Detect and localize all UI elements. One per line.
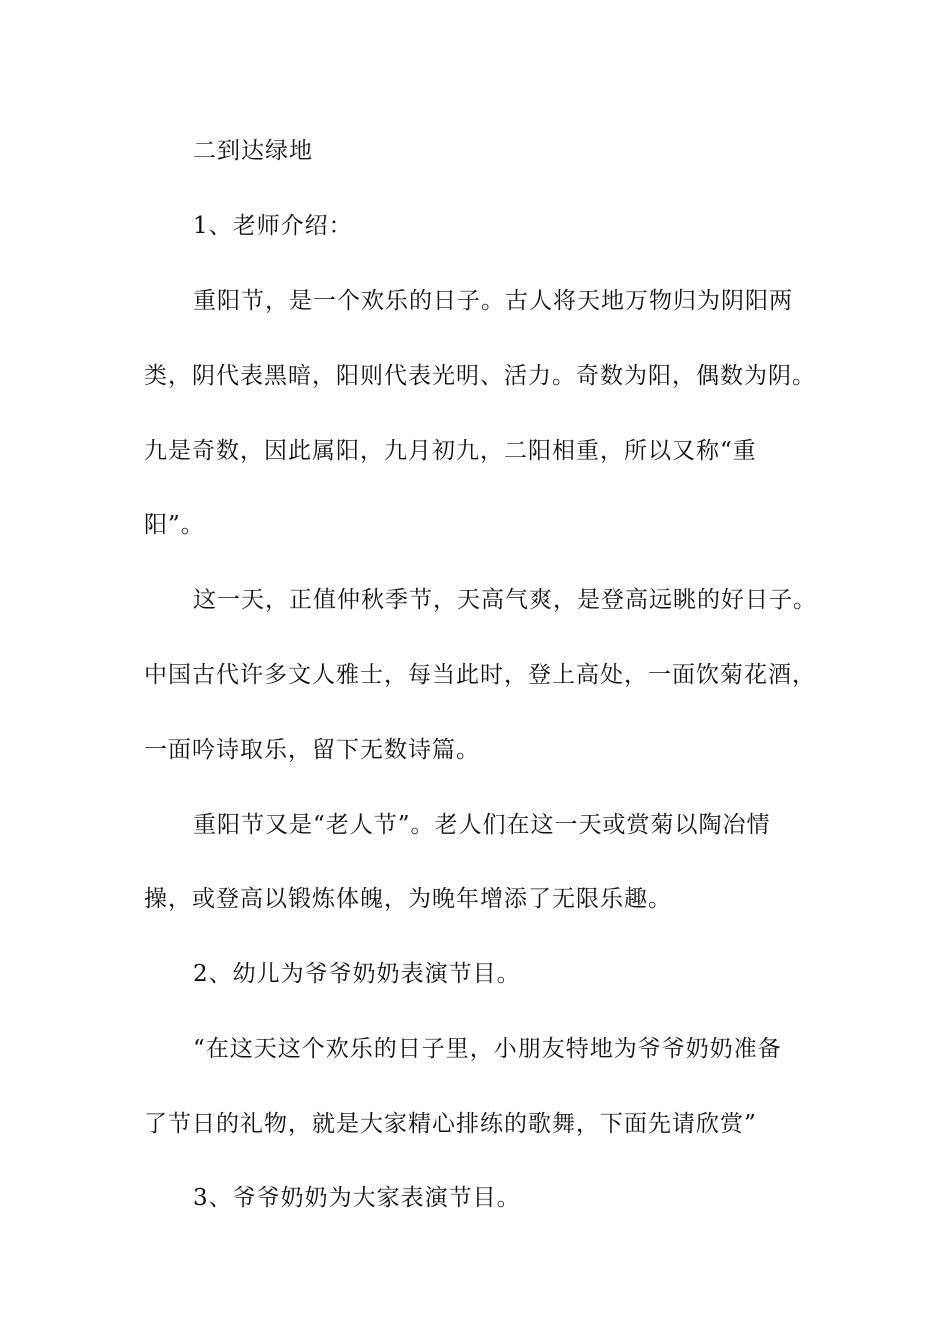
paragraph-line: 重阳节，是一个欢乐的日子。古人将天地万物归为阴阳两 [193,288,793,314]
paragraph-line: 操，或登高以锻炼体魄，为晚年增添了无限乐趣。 [144,886,672,912]
item-heading: 2、幼儿为爷爷奶奶表演节目。 [193,961,521,987]
paragraph-line: 类，阴代表黑暗，阳则代表光明、活力。奇数为阳，偶数为阴。 [144,363,816,389]
paragraph-line: 中国古代许多文人雅士，每当此时，登上高处，一面饮菊花酒， [144,662,816,688]
paragraph-line: 阳”。 [144,512,205,538]
paragraph-line: 九是奇数，因此属阳，九月初九，二阳相重，所以又称“重 [144,438,757,464]
item-heading: 1、老师介绍： [193,213,353,239]
paragraph-line: 这一天，正值仲秋季节，天高气爽，是登高远眺的好日子。 [193,587,817,613]
section-heading: 二到达绿地 [193,138,313,164]
item-heading: 3、爷爷奶奶为大家表演节目。 [193,1185,521,1211]
paragraph-line: 重阳节又是“老人节”。老人们在这一天或赏菊以陶冶情 [193,812,771,838]
paragraph-line: “在这天这个欢乐的日子里，小朋友特地为爷爷奶奶准备 [193,1036,782,1062]
paragraph-line: 了节日的礼物，就是大家精心排练的歌舞，下面先请欣赏” [144,1111,757,1137]
paragraph-line: 一面吟诗取乐，留下无数诗篇。 [144,737,480,763]
